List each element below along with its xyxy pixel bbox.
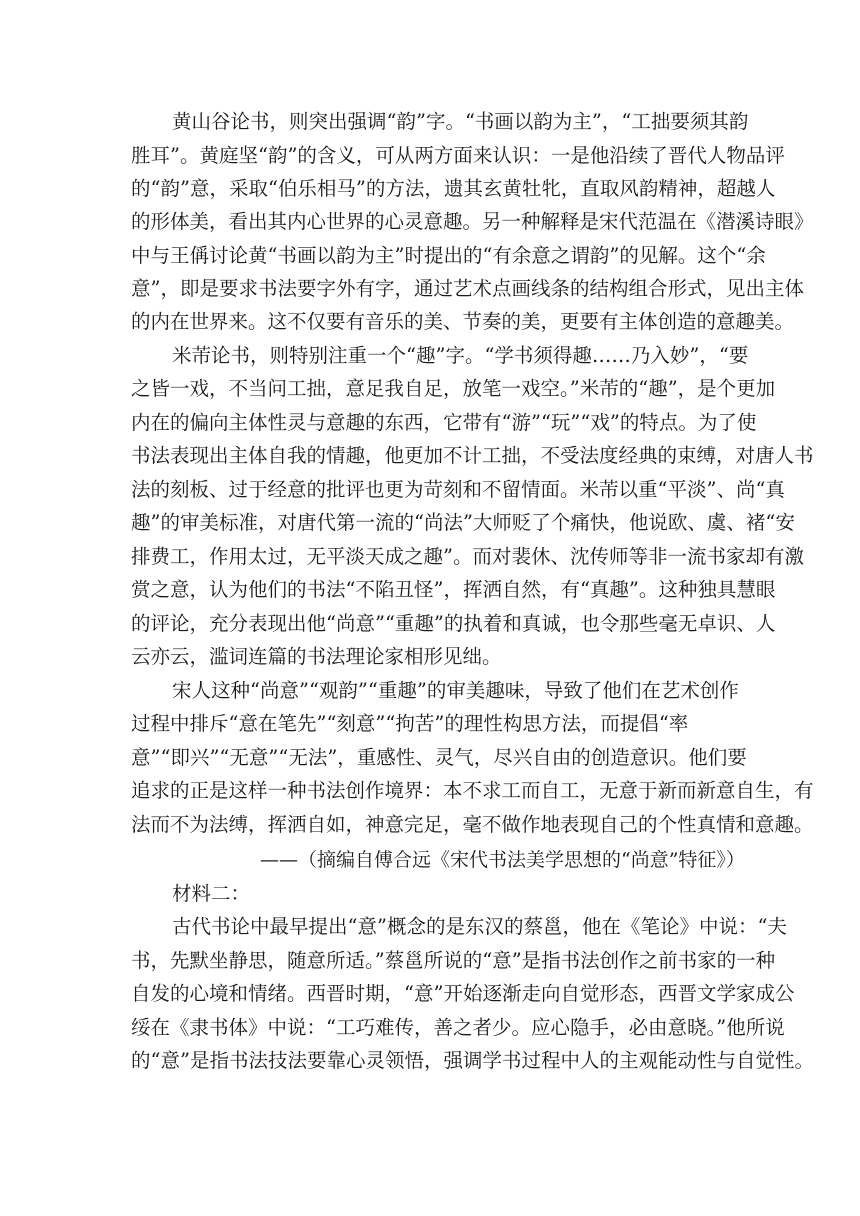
paragraph-line: 云亦云，滥词连篇的书法理论家相形见绌。 (131, 645, 502, 668)
paragraph-line: 过程中排斥“意在笔先”“刻意”“拘苦”的理性构思方法，而提倡“率 (131, 712, 689, 735)
paragraph-line: 追求的正是这样一种书法创作境界：本不求工而自工，无意于新而新意自生，有 (131, 779, 814, 802)
paragraph-line: 法而不为法缚，挥洒自如，神意完足，毫不做作地表现自己的个性真情和意趣。 (131, 813, 814, 836)
source-citation: ——（摘编自傅合远《宋代书法美学思想的“尚意”特征》） (260, 849, 745, 871)
paragraph-line: 意”，即是要求书法要字外有字，通过艺术点画线条的结构组合形式，见出主体 (131, 277, 804, 300)
paragraph-line: 胜耳”。黄庭坚“韵”的含义，可从两方面来认识：一是他沿续了晋代人物品评 (131, 144, 785, 167)
paragraph-line: 之皆一戏，不当问工拙，意足我自足，放笔一戏空。”米芾的“趣”，是个更加 (131, 377, 776, 400)
paragraph-line: 的“韵”意，采取“伯乐相马”的方法，遗其玄黄牡牝，直取风韵精神，超越人 (131, 177, 776, 200)
paragraph-line: 绥在《隶书体》中说：“工巧难传，善之者少。应心隐手，必由意晓。”他所说 (131, 1016, 785, 1039)
paragraph-line: 的“意”是指书法技法要靠心灵领悟，强调学书过程中人的主观能动性与自觉性。 (131, 1049, 814, 1072)
paragraph-line: 黄山谷论书，则突出强调“韵”字。“书画以韵为主”，“工拙要须其韵 (172, 110, 749, 133)
paragraph-line: 中与王偁讨论黄“书画以韵为主”时提出的“有余意之谓韵”的见解。这个“余 (131, 244, 766, 267)
paragraph-line: 意”“即兴”“无意”“无法”，重感性、灵气，尽兴自由的创造意识。他们要 (131, 746, 747, 769)
paragraph-line: 的形体美，看出其内心世界的心灵意趣。另一种解释是宋代范温在《潜溪诗眼》 (131, 210, 814, 233)
paragraph-line: 古代书论中最早提出“意”概念的是东汉的蔡邕，他在《笔论》中说：“夫 (172, 915, 787, 938)
paragraph-line: 排费工，作用太过，无平淡天成之趣”。而对裴休、沈传师等非一流书家却有激 (131, 545, 804, 568)
paragraph-line: 宋人这种“尚意”“观韵”“重趣”的审美趣味，导致了他们在艺术创作 (172, 679, 739, 702)
paragraph-line: 内在的偏向主体性灵与意趣的东西，它带有“游”“玩”“戏”的特点。为了使 (131, 411, 757, 434)
paragraph-line: 米芾论书，则特别注重一个“趣”字。“学书须得趣……乃入妙”，“要 (172, 344, 749, 367)
paragraph-line: 法的刻板、过于经意的批评也更为苛刻和不留情面。米芾以重“平淡”、尚“真 (131, 478, 785, 501)
paragraph-line: 赏之意，认为他们的书法“不陷丑怪”，挥洒自然，有“真趣”。这种独具慧眼 (131, 578, 776, 601)
paragraph-line: 的内在世界来。这不仅要有音乐的美、节奏的美，更要有主体创造的意趣美。 (131, 310, 795, 333)
paragraph-line: 趣”的审美标准，对唐代第一流的“尚法”大师贬了个痛快，他说欧、虞、褚“安 (131, 511, 795, 534)
section-heading: 材料二： (172, 882, 251, 905)
paragraph-line: 的评论，充分表现出他“尚意”“重趣”的执着和真诚，也令那些毫无卓识、人 (131, 612, 776, 635)
paragraph-line: 自发的心境和情绪。西晋时期，“意”开始逐渐走向自觉形态，西晋文学家成公 (131, 982, 795, 1005)
paragraph-line: 书，先默坐静思，随意所适。”蔡邕所说的“意”是指书法创作之前书家的一种 (131, 949, 776, 972)
paragraph-line: 书法表现出主体自我的情趣，他更加不计工拙，不受法度经典的束缚，对唐人书 (131, 444, 814, 467)
